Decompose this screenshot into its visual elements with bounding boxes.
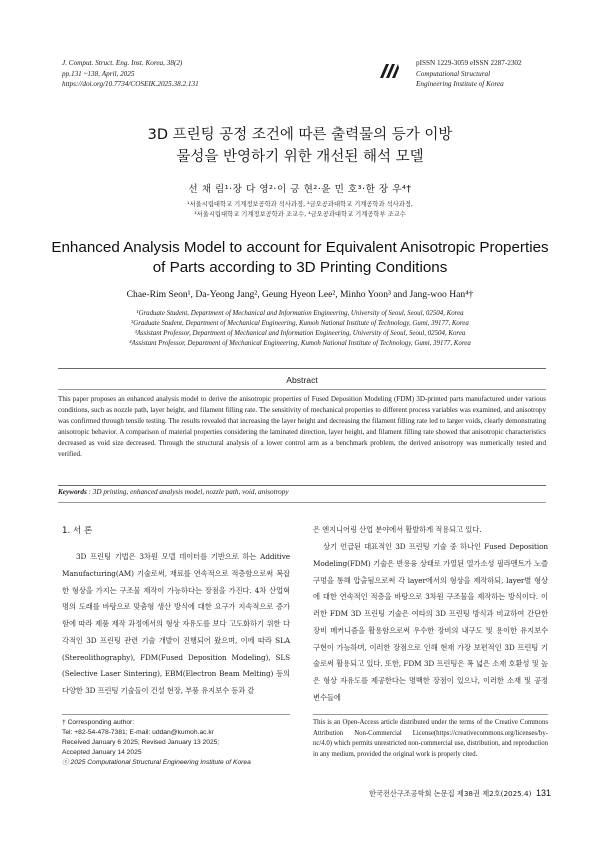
open-access-notice: This is an Open-Access article distributed under the terms of the Creative Commons Attribution Non-Commercial License(https://creativecommons.org/licenses/by-nc/4.0) which permits unrestricted non-commercial use, distribution, and reproduction in any medium, provided the original work is properly cited. [313,719,548,758]
keywords-label: Keywords [58,488,87,496]
journal-citation [62,58,302,90]
citation-line: J. Comput. Struct. Eng. Inst. Korea, 38(2) [62,59,183,67]
english-title-line: of Parts according to 3D Printing Conditions [152,259,448,276]
english-title-line: Enhanced Analysis Model to account for Equivalent Anisotropic Properties [51,239,549,256]
corresponding-footnote [62,718,290,768]
journal-issn-block [416,58,576,90]
footnote-line: Accepted January 14 2025 [62,749,142,756]
english-affiliations [30,309,570,349]
abstract-text: This paper proposes an enhanced analysis model to derive the anisotropic properties of Fused Deposition Modeling (FDM) 3D-printed parts manufactured under various conditions, such as nozzle path, layer height, and filament filling rate. The sensitivity of mechanical properties to different process variables was examined, and anisotropy was confirmed through tensile testing. The results revealed that increasing the layer height and decreasing the filament filling rate led to larger voids, clearly demonstrating anisotropic behavior. A comparison of material properties considering the laminated direction, layer height, and filament filling rate showed that anisotropic characteristics decreased as void size decreased. Through the structural analysis of a lower control arm as a benchmark problem, the derived anisotropy was numerically tested and verified. [58,395,546,459]
keywords-divider [58,502,546,503]
intro-paragraph-right: 상기 언급된 대표적인 3D 프린팅 기술 중 하나인 Fused Deposition Modeling(FDM) 기술은 반용융 상태로 가열된 열가소성 필라멘트가 노즐 구멍을 통해 압출됨으로써 각 layer에서의 형상을 제작하되, layer별 형상에 대한 연속적인 적층을 바탕으로 3차원 구조물을 제작하는 방식이다. 이러한 FDM 3D 프린팅 기술은 여타의 3D 프린팅 방식과 비교하여 간단한 장비 메커니즘을 활용함으로써 우수한 장비의 내구도 및 용이한 유지보수 구현이 가능하며, 이러한 장점으로 인해 현재 가장 보편적인 3D 프린팅 기술로써 활용되고 있다. 또한, FDM 3D 프린팅은 폭 넓은 소재 호환성 및 높은 형상 자유도를 제공한다는 명백한 장점이 있으나, 이러한 소재 및 공정 변수들에 [313,542,548,702]
intro-right-continuation: 은 엔지니어링 산업 분야에서 활발하게 적용되고 있다. [313,525,482,534]
journal-logo-icon [378,60,400,82]
doi-link[interactable]: https://doi.org/10.7734/COSEIK.2025.38.2.131 [62,80,199,88]
keywords-line [58,488,546,496]
korean-title-line: 물성을 반영하기 위한 개선된 해석 모델 [176,149,424,165]
keywords-text: : 3D printing, enhanced analysis model, nozzle path, void, anisotropy [88,488,289,496]
abstract-box [58,368,546,486]
affiliation-line: ³Assistant Professor, Department of Mechanical and Information Engineering, University of Seoul, Seoul, 02504, Korea [134,330,466,337]
open-access-divider [313,714,548,715]
korean-title-line: 3D 프린팅 공정 조건에 따른 출력물의 등가 이방 [147,127,453,143]
affiliation-line: ³서울시립대학교 기계정보공학과 조교수, ⁴금오공과대학교 기계공학부 조교수 [194,210,406,218]
section-heading: 1. 서 론 [62,526,93,536]
abstract-heading: Abstract [286,375,318,385]
citation-line: pp.131 ~138, April, 2025 [62,69,135,78]
issn-line: pISSN 1229-3059 eISSN 2287-2302 [416,59,522,67]
copyright-line: ⓒ 2025 Computational Structural Engineering Institute of Korea [62,759,251,766]
affiliation-line: ¹서울시립대학교 기계정보공학과 석사과정, ²금오공과대학교 기계공학과 석사과정, [187,201,413,208]
footnote-line: Received January 6 2025; Revised January 13 2025; [62,739,220,746]
footnote-line: † Corresponding author: [62,719,135,726]
affiliation-line: ²Graduate Student, Department of Mechanical Engineering, Kumoh National Institute of Technology, Gumi, 39177, Korea [131,320,469,327]
korean-title [40,124,560,168]
publisher-line: Computational Structural [416,69,491,78]
contact-line[interactable]: Tel: +82-54-478-7381; E-mail: uddan@kumoh.ac.kr [62,729,214,736]
affiliation-line: ¹Graduate Student, Department of Mechanical and Information Engineering, University of Seoul, Seoul, 02504, Korea [136,310,464,317]
footer-journal-info: 한국전산구조공학회 논문집 제38권 제2호(2025.4) [369,789,532,798]
intro-paragraph-left: 3D 프린팅 기법은 3차원 모델 데이터를 기반으로 하는 Additive Manufacturing(AM) 기술로써, 재료를 연속적으로 적층함으로써 복잡한 형상을 가지는 구조물 제작이 가능하다는 장점을 가진다. 4차 산업혁명의 도래를 바탕으로 맞춤형 생산 방식에 대한 요구가 지속적으로 증가함에 따라 제품 제작 과정에서의 형상 자유도를 보다 고도화하기 위한 다각적인 3D 프린팅 관련 기술 개발이 진행되어 왔으며, 이에 따라 SLA (Stereolithography), FDM(Fused Deposition Modeling), SLS (Selective Laser Sintering), EBM(Electron Beam Melting) 등의 다양한 3D 프린팅 기술들이 건설 현장, 부품 유지보수 등과 같 [62,552,290,695]
korean-authors: 선 채 림¹·장 다 영²·이 긍 현²·윤 민 호³·한 장 우⁴† [188,184,412,195]
english-title [20,238,580,278]
publisher-line: Engineering Institute of Korea [416,80,504,88]
footnote-divider [62,714,290,715]
affiliation-line: ⁴Assistant Professor, Department of Mechanical Engineering, Kumoh National Institute of Technology, Gumi, 39177, Korea [129,340,471,347]
page-number: 131 [536,788,552,798]
korean-affiliations [40,200,560,219]
english-authors: Chae-Rim Seon¹, Da-Yeong Jang², Geung Hyeon Lee², Minho Yoon³ and Jang-woo Han⁴† [126,289,474,300]
abstract-divider [58,389,546,390]
